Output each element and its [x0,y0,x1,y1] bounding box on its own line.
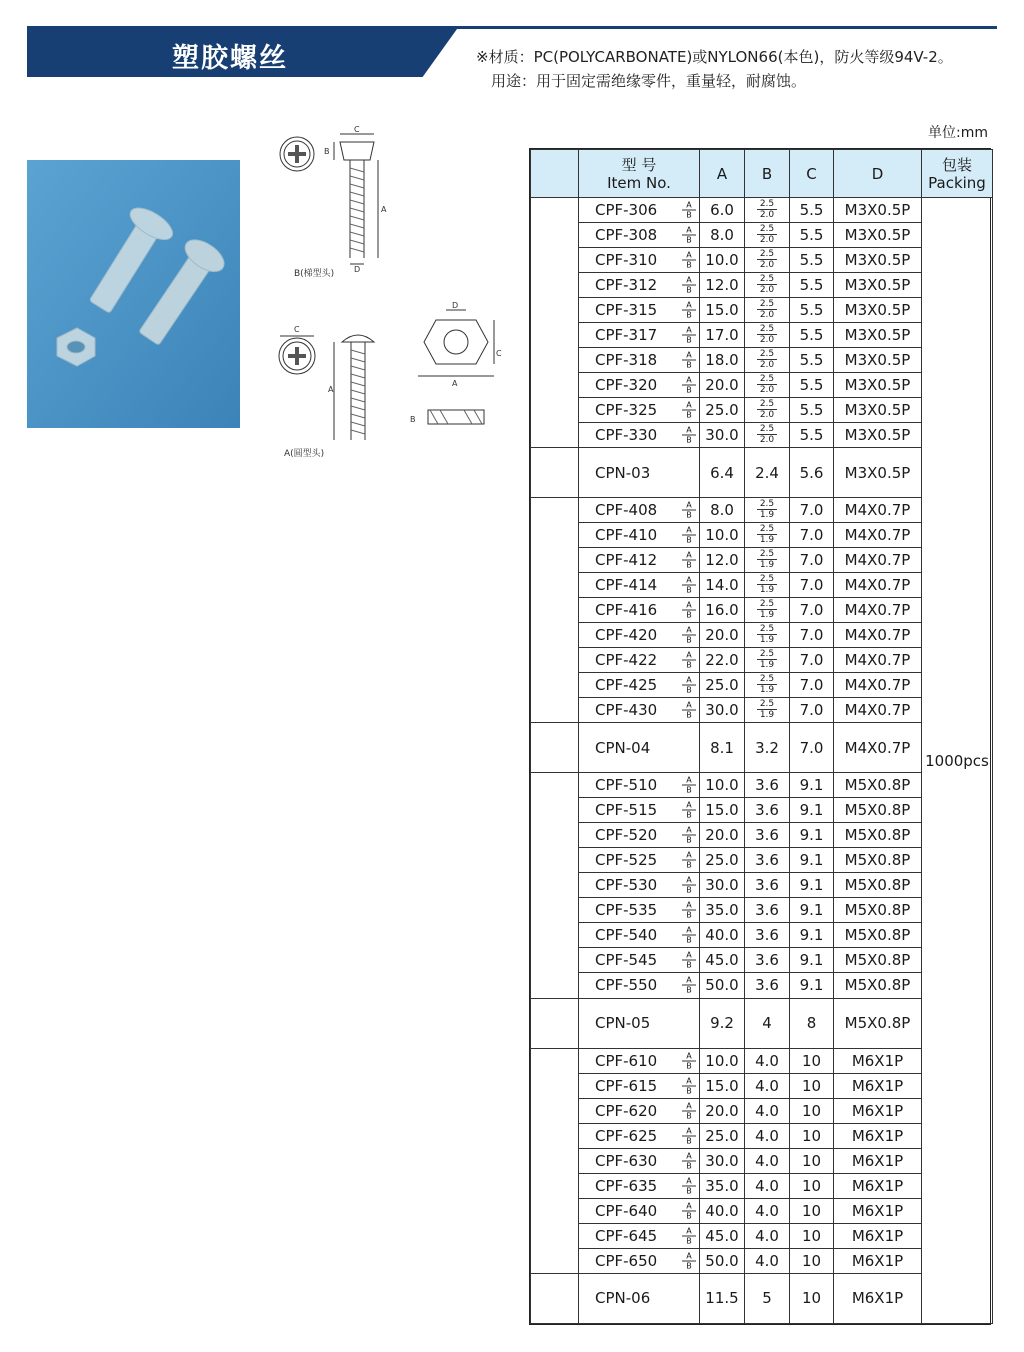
ab-marker: A B [682,1126,696,1145]
cell-d: M4X0.7P [834,673,922,698]
ab-marker: A B [682,426,696,445]
cell-d: M4X0.7P [834,648,922,673]
dim-d-label-nut: D [452,301,459,310]
ab-marker: A B [682,351,696,370]
dim-a-label-bottom: A [328,385,334,394]
dim-b-label-top: B [324,147,330,156]
cell-a: 14.0 [700,573,745,598]
item-number: CPN-06 [579,1273,700,1323]
cell-b: 3.6 [745,823,790,848]
spec-table [529,148,991,1325]
cell-a: 50.0 [700,1248,745,1273]
cell-d: M5X0.8P [834,898,922,923]
table-header-row [531,150,993,198]
packing-value: 1000pcs [922,198,993,1324]
cell-c: 7.0 [790,698,834,723]
item-number: CPF-625 A B [579,1123,700,1148]
cell-d: M3X0.5P [834,248,922,273]
cell-d: M5X0.8P [834,948,922,973]
screw-group-icon [531,773,578,997]
cell-a: 22.0 [700,648,745,673]
cell-b: 4.0 [745,1098,790,1123]
cell-a: 10.0 [700,523,745,548]
unit-label: 单位:mm [928,125,988,141]
cell-a: 15.0 [700,798,745,823]
item-number: CPF-615 A B [579,1073,700,1098]
item-number: CPF-550 A B [579,973,700,998]
item-number: CPF-312 A B [579,273,700,298]
dim-c-label-bottom: C [294,325,300,334]
item-number: CPF-412 A B [579,548,700,573]
cell-c: 8 [790,998,834,1048]
cell-a: 35.0 [700,898,745,923]
hex-nut-icon [531,1274,578,1323]
item-number: CPF-525 A B [579,848,700,873]
ab-marker: A B [682,1226,696,1245]
item-number: CPF-325 A B [579,398,700,423]
cell-d: M6X1P [834,1123,922,1148]
cell-a: 15.0 [700,1073,745,1098]
cell-b: $\frac{2.5}{2.0}$ [745,273,790,298]
cell-d: M3X0.5P [834,348,922,373]
cell-a: 6.4 [700,448,745,498]
cell-c: 5.5 [790,398,834,423]
ab-marker: A B [682,1151,696,1170]
cell-c: 10 [790,1123,834,1148]
cell-b: $\frac{2.5}{2.0}$ [745,248,790,273]
cell-b: 4.0 [745,1223,790,1248]
item-number: CPF-530 A B [579,873,700,898]
dim-a-label-nut: A [452,379,458,388]
cell-b: $\frac{2.5}{1.9}$ [745,523,790,548]
cell-a: 16.0 [700,598,745,623]
hex-nut-icon [531,723,578,772]
cell-a: 45.0 [700,948,745,973]
material-note: ※材质：PC(POLYCARBONATE)或NYLON66(本色)，防火等级94V-2。 [476,48,953,66]
cell-d: M3X0.5P [834,223,922,248]
cell-c: 7.0 [790,523,834,548]
cell-b: 3.6 [745,798,790,823]
ab-marker: A B [682,201,696,220]
cell-a: 30.0 [700,698,745,723]
cell-a: 20.0 [700,1098,745,1123]
cell-d: M3X0.5P [834,423,922,448]
header-rule [27,26,997,29]
cell-a: 25.0 [700,673,745,698]
nut-image-cell [531,448,579,498]
cell-b: 3.6 [745,873,790,898]
cell-a: 20.0 [700,373,745,398]
ab-marker: A B [682,951,696,970]
ab-marker: A B [682,301,696,320]
cell-d: M3X0.5P [834,273,922,298]
dim-b-label-nut: B [410,415,416,424]
cell-a: 30.0 [700,1148,745,1173]
cell-d: M4X0.7P [834,598,922,623]
ab-marker: A B [682,1201,696,1220]
cell-d: M5X0.8P [834,798,922,823]
cell-a: 17.0 [700,323,745,348]
item-number: CPF-430 A B [579,698,700,723]
cell-c: 9.1 [790,798,834,823]
ab-marker: A B [682,651,696,670]
cell-b: $\frac{2.5}{2.0}$ [745,398,790,423]
cell-a: 50.0 [700,973,745,998]
table-row [531,198,993,223]
item-number: CPF-414 A B [579,573,700,598]
cell-b: 4.0 [745,1123,790,1148]
ab-marker: A B [682,851,696,870]
cell-d: M4X0.7P [834,698,922,723]
cell-b: $\frac{2.5}{1.9}$ [745,698,790,723]
cell-c: 9.1 [790,923,834,948]
ab-marker: A B [682,601,696,620]
ab-marker: A B [682,976,696,995]
ab-marker: A B [682,526,696,545]
ab-marker: A B [682,226,696,245]
item-number: CPN-04 [579,723,700,773]
notes [476,45,953,93]
cell-b: 4.0 [745,1198,790,1223]
item-number: CPF-317 A B [579,323,700,348]
cell-a: 8.0 [700,223,745,248]
item-number: CPF-320 A B [579,373,700,398]
ab-marker: A B [682,276,696,295]
cell-a: 10.0 [700,248,745,273]
cell-b: $\frac{2.5}{2.0}$ [745,423,790,448]
cell-a: 9.2 [700,998,745,1048]
ab-marker: A B [682,1051,696,1070]
cell-c: 9.1 [790,898,834,923]
cell-b: $\frac{2.5}{1.9}$ [745,598,790,623]
cell-b: 3.6 [745,948,790,973]
item-number: CPF-645 A B [579,1223,700,1248]
cell-c: 9.1 [790,773,834,798]
cell-c: 7.0 [790,623,834,648]
cell-c: 7.0 [790,673,834,698]
cell-b: $\frac{2.5}{1.9}$ [745,498,790,523]
cell-c: 10 [790,1048,834,1073]
cell-d: M6X1P [834,1098,922,1123]
item-number: CPF-416 A B [579,598,700,623]
cell-a: 25.0 [700,398,745,423]
cell-c: 10 [790,1073,834,1098]
cell-c: 7.0 [790,598,834,623]
item-number: CPF-422 A B [579,648,700,673]
dim-c-label-nut: C [496,349,502,358]
cell-b: $\frac{2.5}{2.0}$ [745,198,790,223]
cell-b: $\frac{2.5}{1.9}$ [745,548,790,573]
cell-b: 4.0 [745,1148,790,1173]
cell-b: $\frac{2.5}{1.9}$ [745,623,790,648]
cell-d: M4X0.7P [834,623,922,648]
cell-a: 20.0 [700,823,745,848]
cell-c: 7.0 [790,573,834,598]
ab-marker: A B [682,1076,696,1095]
cell-b: 3.6 [745,848,790,873]
ab-marker: A B [682,1101,696,1120]
item-number: CPF-510 A B [579,773,700,798]
header-packing: 包装 Packing [922,150,993,198]
item-number: CPF-650 A B [579,1248,700,1273]
cell-c: 10 [790,1223,834,1248]
cell-b: $\frac{2.5}{1.9}$ [745,648,790,673]
ab-marker: A B [682,576,696,595]
ab-marker: A B [682,926,696,945]
screw-group-icon [531,1049,578,1273]
screw-image-cell [531,773,579,998]
cell-c: 10 [790,1198,834,1223]
hex-nut-drawing-icon [418,310,494,424]
cell-a: 6.0 [700,198,745,223]
cell-b: 3.2 [745,723,790,773]
cell-c: 7.0 [790,723,834,773]
cell-d: M6X1P [834,1148,922,1173]
cell-a: 20.0 [700,623,745,648]
cell-d: M5X0.8P [834,823,922,848]
nut-image-cell [531,1273,579,1323]
item-number: CPF-420 A B [579,623,700,648]
item-number: CPF-540 A B [579,923,700,948]
cell-c: 5.5 [790,323,834,348]
cell-c: 10 [790,1273,834,1323]
a-head-screw-icon [279,335,374,440]
cell-b: 5 [745,1273,790,1323]
cell-b: 3.6 [745,973,790,998]
cell-a: 35.0 [700,1173,745,1198]
cell-a: 25.0 [700,1123,745,1148]
ab-marker: A B [682,876,696,895]
cell-c: 5.5 [790,348,834,373]
nut-image-cell [531,998,579,1048]
cell-c: 9.1 [790,823,834,848]
header-d: D [834,150,922,198]
cell-c: 9.1 [790,948,834,973]
header-b: B [745,150,790,198]
ab-marker: A B [682,326,696,345]
screw-image-cell [531,498,579,723]
cell-c: 10 [790,1173,834,1198]
screw-group-icon [531,498,578,722]
cell-d: M4X0.7P [834,523,922,548]
cell-a: 10.0 [700,1048,745,1073]
ab-marker: A B [682,776,696,795]
cell-c: 5.5 [790,198,834,223]
cell-b: 4.0 [745,1073,790,1098]
ab-marker: A B [682,551,696,570]
cell-d: M3X0.5P [834,448,922,498]
ab-marker: A B [682,1251,696,1270]
item-number: CPF-425 A B [579,673,700,698]
cell-b: 4.0 [745,1048,790,1073]
cell-d: M4X0.7P [834,723,922,773]
cell-d: M6X1P [834,1273,922,1323]
cell-d: M5X0.8P [834,773,922,798]
page-title: 塑胶螺丝 [172,43,288,74]
ab-marker: A B [682,801,696,820]
dim-d-label-top: D [354,265,361,274]
header-a: A [700,150,745,198]
cell-b: $\frac{2.5}{2.0}$ [745,323,790,348]
cell-d: M6X1P [834,1248,922,1273]
cell-b: 3.6 [745,898,790,923]
item-number: CPF-410 A B [579,523,700,548]
cell-c: 5.5 [790,273,834,298]
ab-marker: A B [682,826,696,845]
screw-image-cell [531,198,579,448]
cell-d: M3X0.5P [834,398,922,423]
cell-d: M6X1P [834,1173,922,1198]
ab-marker: A B [682,626,696,645]
item-number: CPF-310 A B [579,248,700,273]
nut-image-cell [531,723,579,773]
cell-b: 3.6 [745,923,790,948]
cell-c: 7.0 [790,498,834,523]
item-number: CPF-520 A B [579,823,700,848]
cell-c: 5.6 [790,448,834,498]
cell-b: $\frac{2.5}{1.9}$ [745,573,790,598]
a-head-label: A(圆型头) [284,449,325,459]
item-number: CPF-308 A B [579,223,700,248]
ab-marker: A B [682,251,696,270]
item-number: CPF-620 A B [579,1098,700,1123]
cell-c: 10 [790,1248,834,1273]
cell-b: 4.0 [745,1248,790,1273]
cell-b: $\frac{2.5}{1.9}$ [745,673,790,698]
cell-a: 30.0 [700,873,745,898]
cell-a: 40.0 [700,1198,745,1223]
cell-c: 9.1 [790,848,834,873]
item-number: CPF-330 A B [579,423,700,448]
cell-c: 5.5 [790,373,834,398]
item-number: CPF-315 A B [579,298,700,323]
item-number: CPN-05 [579,998,700,1048]
hex-nut-icon [531,999,578,1048]
dim-c-label-top: C [354,125,360,134]
cell-d: M4X0.7P [834,548,922,573]
cell-a: 12.0 [700,273,745,298]
usage-note: 用途：用于固定需绝缘零件，重量轻，耐腐蚀。 [491,72,807,90]
cell-c: 5.5 [790,298,834,323]
hex-nut-icon [531,448,578,497]
b-head-label: B(梯型头) [294,269,335,279]
cell-d: M6X1P [834,1048,922,1073]
cell-d: M6X1P [834,1223,922,1248]
product-photo [27,160,240,428]
cell-c: 5.5 [790,248,834,273]
item-number: CPF-640 A B [579,1198,700,1223]
dim-a-label-top: A [381,205,387,214]
cell-a: 40.0 [700,923,745,948]
cell-b: 4.0 [745,1173,790,1198]
cell-b: $\frac{2.5}{2.0}$ [745,223,790,248]
cell-d: M4X0.7P [834,573,922,598]
plastic-screws-photo-icon [27,160,240,428]
cell-b: $\frac{2.5}{2.0}$ [745,298,790,323]
cell-c: 9.1 [790,973,834,998]
cell-a: 45.0 [700,1223,745,1248]
cell-d: M6X1P [834,1073,922,1098]
item-number: CPF-535 A B [579,898,700,923]
item-number: CPF-318 A B [579,348,700,373]
cell-c: 9.1 [790,873,834,898]
item-number: CPF-630 A B [579,1148,700,1173]
ab-marker: A B [682,676,696,695]
cell-a: 8.1 [700,723,745,773]
cell-d: M3X0.5P [834,298,922,323]
cell-c: 7.0 [790,648,834,673]
cell-a: 12.0 [700,548,745,573]
cell-d: M5X0.8P [834,873,922,898]
ab-marker: A B [682,501,696,520]
item-number: CPF-610 A B [579,1048,700,1073]
cell-c: 10 [790,1098,834,1123]
cell-b: $\frac{2.5}{2.0}$ [745,348,790,373]
cell-b: 4 [745,998,790,1048]
item-number: CPF-545 A B [579,948,700,973]
cell-b: 3.6 [745,773,790,798]
cell-c: 5.5 [790,423,834,448]
cell-a: 25.0 [700,848,745,873]
cell-b: $\frac{2.5}{2.0}$ [745,373,790,398]
cell-d: M3X0.5P [834,373,922,398]
ab-marker: A B [682,401,696,420]
item-number: CPN-03 [579,448,700,498]
cell-d: M5X0.8P [834,848,922,873]
item-number: CPF-515 A B [579,798,700,823]
cell-d: M6X1P [834,1198,922,1223]
cell-c: 7.0 [790,548,834,573]
item-number: CPF-635 A B [579,1173,700,1198]
item-number: CPF-306 A B [579,198,700,223]
header-image [531,150,579,198]
cell-a: 18.0 [700,348,745,373]
ab-marker: A B [682,1176,696,1195]
screw-group-icon [531,198,578,447]
cell-a: 8.0 [700,498,745,523]
ab-marker: A B [682,901,696,920]
cell-a: 11.5 [700,1273,745,1323]
cell-d: M5X0.8P [834,998,922,1048]
cell-b: 2.4 [745,448,790,498]
header-item: 型 号 Item No. [579,150,700,198]
cell-c: 5.5 [790,223,834,248]
cell-d: M5X0.8P [834,973,922,998]
cell-d: M4X0.7P [834,498,922,523]
cell-a: 10.0 [700,773,745,798]
cell-d: M3X0.5P [834,198,922,223]
technical-drawing [270,125,502,463]
item-number: CPF-408 A B [579,498,700,523]
ab-marker: A B [682,701,696,720]
cell-d: M5X0.8P [834,923,922,948]
ab-marker: A B [682,376,696,395]
cell-a: 30.0 [700,423,745,448]
cell-a: 15.0 [700,298,745,323]
cell-c: 10 [790,1148,834,1173]
cell-d: M3X0.5P [834,323,922,348]
header-c: C [790,150,834,198]
screw-image-cell [531,1048,579,1273]
